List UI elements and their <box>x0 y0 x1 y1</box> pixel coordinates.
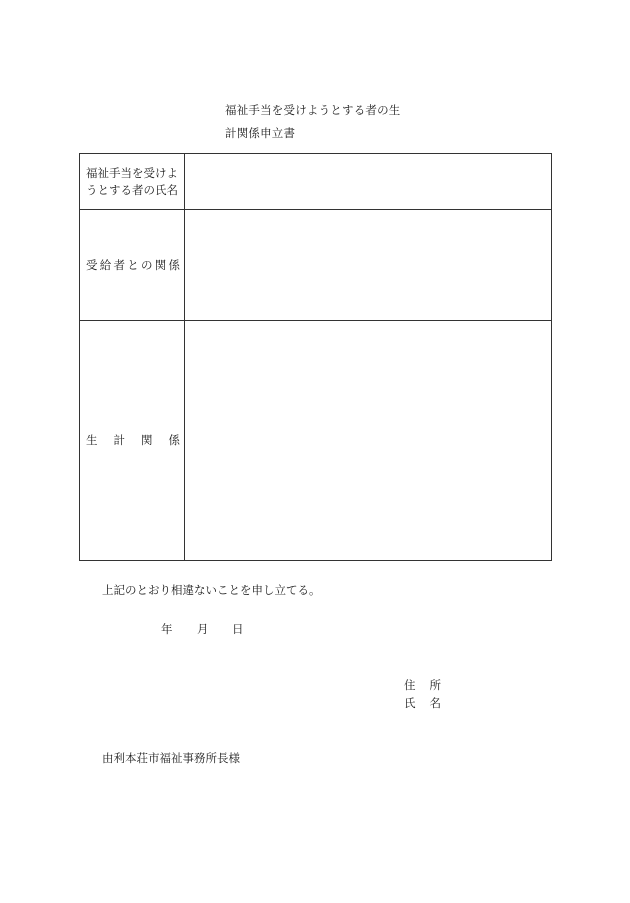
name-label-char: 名 <box>429 696 441 710</box>
document-title-line-1: 福祉手当を受けようとする者の生 <box>225 103 401 117</box>
label-char: と <box>127 257 139 272</box>
label-cell-livelihood <box>80 321 185 561</box>
address-label-char: 住 <box>404 678 416 692</box>
label-char: 計 <box>113 433 125 447</box>
label-cell-relationship <box>80 210 185 321</box>
date-day[interactable]: 日 <box>232 622 244 636</box>
table-row-applicant-name <box>80 154 552 210</box>
livelihood-field[interactable] <box>185 321 552 561</box>
addressee-text: 由利本荘市福祉事務所長様 <box>102 751 240 765</box>
declaration-text: 上記のとおり相違ないことを申し立てる。 <box>102 583 321 597</box>
applicant-name-field[interactable] <box>185 154 552 210</box>
date-year[interactable]: 年 <box>161 622 173 636</box>
label-cell-applicant-name <box>80 154 185 210</box>
label-char: 受 <box>86 257 98 272</box>
relationship-field[interactable] <box>185 210 552 321</box>
label-applicant-name-line-2: うとする者の氏名 <box>86 182 178 197</box>
form-table <box>79 153 552 561</box>
name-label <box>404 695 441 711</box>
address-label-char: 所 <box>429 678 441 692</box>
label-char: 関 <box>154 257 167 272</box>
label-char: 者 <box>113 257 125 272</box>
label-relationship <box>80 257 184 274</box>
label-char: 係 <box>168 433 180 447</box>
label-livelihood <box>80 432 184 449</box>
label-char: の <box>141 257 153 272</box>
label-char: 給 <box>99 257 112 272</box>
date-month[interactable]: 月 <box>197 622 209 636</box>
table-row-livelihood <box>80 321 552 561</box>
label-char: 係 <box>168 257 180 272</box>
label-applicant-name-line-1: 福祉手当を受けよ <box>86 165 178 180</box>
address-label <box>404 677 441 693</box>
label-char: 生 <box>86 433 98 447</box>
label-char: 関 <box>141 433 153 447</box>
name-label-char: 氏 <box>404 696 416 710</box>
table-row-relationship <box>80 210 552 321</box>
document-title-line-2: 計関係申立書 <box>225 126 296 140</box>
